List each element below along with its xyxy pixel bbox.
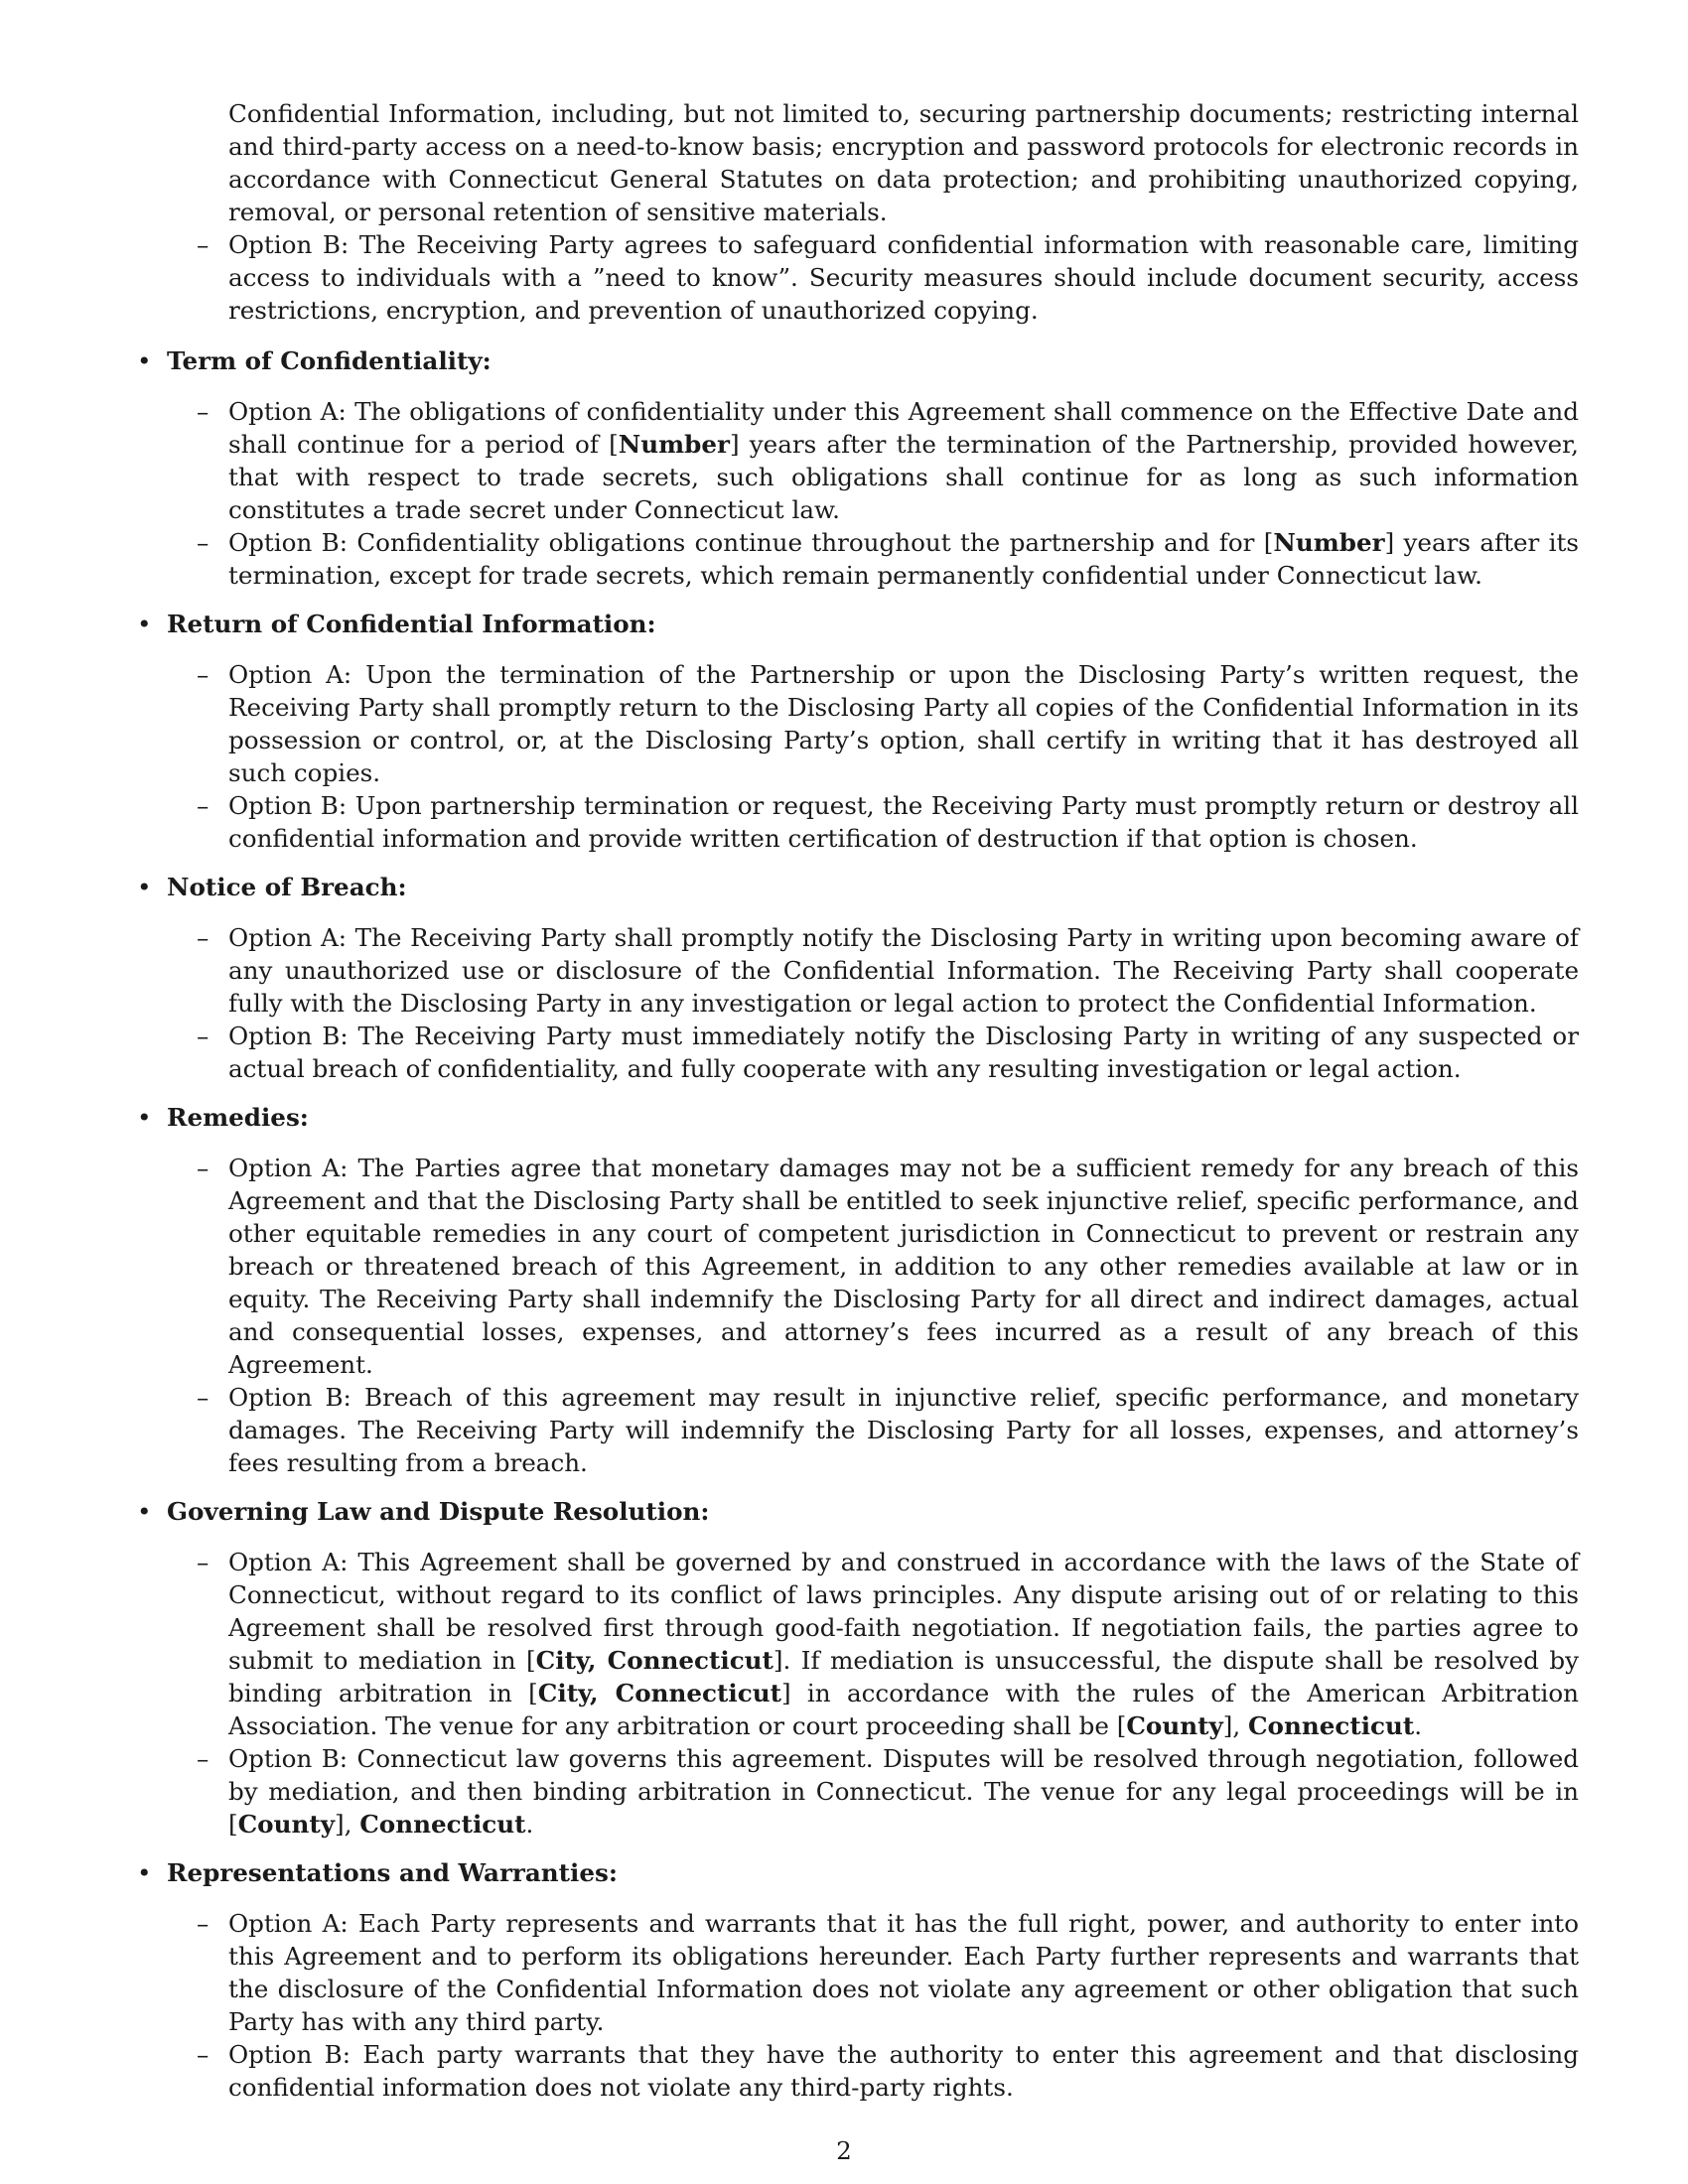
section-governing-law — [137, 1495, 1580, 1841]
section-options — [167, 1152, 1579, 1479]
placeholder-state: Connecticut — [1247, 1711, 1415, 1740]
option-a-text: Option A: Each Party represents and warrants that it has the full right, power, and authority to enter into this Agreement and to perform its obligations hereunder. Each Party further represents and warrants that the disclosure of the Confidential Information does not violate any agreement or other obligation that such Party has with any third party. — [228, 1909, 1579, 2036]
placeholder-county: County — [1126, 1711, 1223, 1740]
section-options — [167, 1546, 1579, 1841]
option-a-text-4: ], — [1222, 1711, 1248, 1740]
section-representations — [137, 1856, 1579, 2104]
section-title-text: Representations and Warranties: — [167, 1858, 618, 1887]
section-title-text: Term of Confidentiality: — [167, 346, 492, 375]
option-a — [197, 1546, 1580, 1742]
continuation-option-b — [197, 228, 1579, 327]
option-a — [197, 658, 1579, 789]
option-b-text-2: ], — [335, 1810, 360, 1839]
dash-marker: – — [197, 397, 210, 426]
bullet-marker: • — [137, 610, 152, 638]
option-a-text: Option A: The obligations of confidentiality under this Agreement shall commence on the Effective Date and shall continue for a period of [ — [228, 397, 1579, 459]
section-title-text: Remedies: — [167, 1103, 309, 1132]
placeholder-number: Number — [618, 430, 730, 459]
section-title — [137, 344, 1579, 377]
section-return — [137, 608, 1579, 855]
option-b — [197, 2038, 1579, 2104]
option-b-text: Option B: Confidentiality obligations continue throughout the partnership and for [ — [228, 528, 1274, 557]
section-title — [137, 1101, 1579, 1134]
option-b-text: Option B: Upon partnership termination or request, the Receiving Party must promptly return or destroy all confidential information and provide written certification of destruction if that option is chosen. — [228, 791, 1579, 853]
option-b-text: Option B: Breach of this agreement may result in injunctive relief, specific performance, and monetary damages. The Receiving Party will indemnify the Disclosing Party for all losses, expenses, and attorney’s fees resulting from a breach. — [228, 1383, 1579, 1477]
option-a — [197, 1152, 1579, 1381]
bullet-marker: • — [137, 346, 152, 375]
option-a — [197, 921, 1579, 1020]
dash-marker: – — [197, 1909, 210, 1938]
dash-marker: – — [197, 528, 210, 557]
section-title — [137, 608, 1579, 640]
document-body — [137, 97, 1580, 2104]
option-a-text: Option A: The Parties agree that monetary damages may not be a sufficient remedy for any breach of this Agreement and that the Disclosing Party shall be entitled to seek injunctive relief, specific performance, and other equitable remedies in any court of competent jurisdiction in Connecticut to prevent or restrain any breach or threatened breach of this Agreement, in addition to any other remedies available at law or in equity. The Receiving Party shall indemnify the Disclosing Party for all direct and indirect damages, actual and consequential losses, expenses, and attorney’s fees incurred as a result of any breach of this Agreement. — [228, 1154, 1579, 1379]
section-title-text: Return of Confidential Information: — [167, 610, 656, 638]
section-title — [137, 1856, 1579, 1889]
section-title-text: Governing Law and Dispute Resolution: — [167, 1497, 710, 1526]
placeholder-state: Connecticut — [359, 1810, 526, 1839]
bullet-marker: • — [137, 1497, 152, 1526]
option-a-text-3: ] in accordance with the rules of the American Arbitration Association. The venue for any arbitration or court proceeding shall be [ — [228, 1679, 1580, 1740]
section-title-text: Notice of Breach: — [167, 873, 407, 901]
option-b — [197, 789, 1579, 855]
dash-marker: – — [197, 1022, 210, 1050]
placeholder-county: County — [237, 1810, 335, 1839]
dash-marker: – — [197, 660, 210, 689]
option-b — [197, 1742, 1579, 1841]
dash-marker: – — [197, 923, 210, 952]
option-a — [197, 1907, 1579, 2038]
page-number: 2 — [836, 2136, 852, 2165]
option-a-text-2: ]. If mediation is unsuccessful, the dispute shall be resolved by binding arbitration in [ — [228, 1646, 1579, 1707]
dash-marker: – — [197, 1154, 210, 1182]
dash-marker: – — [197, 791, 210, 820]
section-title — [137, 1495, 1579, 1528]
option-b — [197, 1381, 1579, 1479]
dash-marker: – — [197, 230, 210, 259]
bullet-marker: • — [137, 1858, 152, 1887]
section-remedies — [137, 1101, 1579, 1479]
continuation-text: Confidential Information, including, but not limited to, securing partnership documents; restricting internal and third-party access on a need-to-know basis; encryption and password protocols for electronic records in accordance with Connecticut General Statutes on data protection; and prohibiting unauthorized copying, removal, or personal retention of sensitive materials. — [228, 99, 1579, 226]
option-b-text: Option B: The Receiving Party must immediately notify the Disclosing Party in writing of any suspected or actual breach of confidentiality, and fully cooperate with any resulting investigation or legal action. — [228, 1022, 1579, 1083]
dash-marker: – — [197, 2040, 210, 2069]
section-options — [167, 1907, 1579, 2104]
placeholder-city: City, Connecticut — [537, 1679, 781, 1707]
section-term — [137, 344, 1579, 592]
section-options — [167, 395, 1579, 592]
section-breach — [137, 871, 1579, 1085]
option-a-text: Option A: Upon the termination of the Partnership or upon the Disclosing Party’s written request, the Receiving Party shall promptly return to the Disclosing Party all copies of the Confidential Information in its possession or control, or, at the Disclosing Party’s option, shall certify in writing that it has destroyed all such copies. — [228, 660, 1579, 787]
dash-marker: – — [197, 1744, 210, 1773]
placeholder-number: Number — [1273, 528, 1385, 557]
option-b-text-end: ] years after its termination, except for trade secrets, which remain permanently confidential under Connecticut law. — [228, 528, 1579, 590]
section-title — [137, 871, 1579, 903]
option-a-text-end: ] years after the termination of the Partnership, provided however, that with respect to trade secrets, such obligations shall continue for as long as such information constitutes a trade secret under Connecticut law. — [228, 430, 1579, 524]
option-a-text: Option A: The Receiving Party shall promptly notify the Disclosing Party in writing upon becoming aware of any unauthorized use or disclosure of the Confidential Information. The Receiving Party shall cooperate fully with the Disclosing Party in any investigation or legal action to protect the Confidential Information. — [228, 923, 1579, 1018]
option-b — [197, 526, 1579, 592]
option-b — [197, 1020, 1579, 1085]
option-a-text-5: . — [1414, 1711, 1423, 1740]
placeholder-city: City, Connecticut — [535, 1646, 774, 1675]
continuation-paragraph — [228, 97, 1579, 228]
option-b-text: Option B: Each party warrants that they have the authority to enter this agreement and that disclosing confidential information does not violate any third-party rights. — [228, 2040, 1579, 2102]
option-b-text-3: . — [525, 1810, 534, 1839]
option-b-text: Option B: Connecticut law governs this agreement. Disputes will be resolved through negotiation, followed by mediation, and then binding arbitration in Connecticut. The venue for any legal proceedings will be in [ — [228, 1744, 1579, 1839]
dash-marker: – — [197, 1548, 210, 1576]
section-options — [167, 921, 1579, 1085]
option-b-text: Option B: The Receiving Party agrees to safeguard confidential information with reasonable care, limiting access to individuals with a ”need to know”. Security measures should include document security, access restrictions, encryption, and prevention of unauthorized copying. — [228, 230, 1579, 325]
bullet-marker: • — [137, 873, 152, 901]
option-a-text: Option A: This Agreement shall be governed by and construed in accordance with the laws of the State of Connecticut, without regard to its conflict of laws principles. Any dispute arising out of or relating to this Agreement shall be resolved first through good-faith negotiation. If negotiation fails, the parties agree to submit to mediation in [ — [228, 1548, 1579, 1675]
section-options — [167, 658, 1579, 855]
dash-marker: – — [197, 1383, 210, 1412]
option-a — [197, 395, 1579, 526]
bullet-marker: • — [137, 1103, 152, 1132]
